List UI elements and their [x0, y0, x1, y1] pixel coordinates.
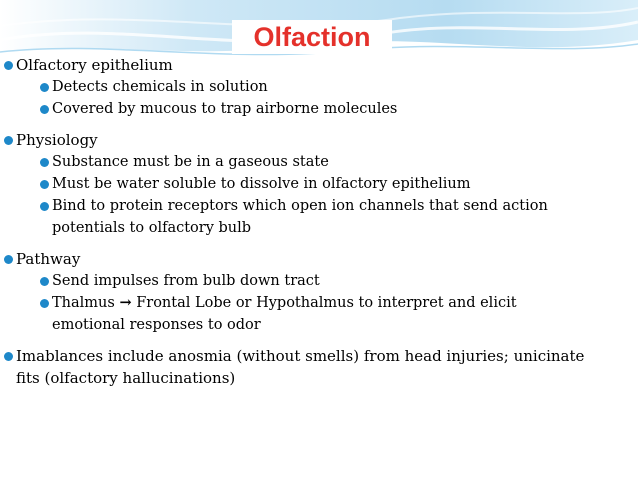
bullet-text: Physiology: [16, 131, 98, 149]
bullet-dot-icon: [40, 158, 49, 167]
bullet-text: Bind to protein receptors which open ion channels that send action: [52, 198, 548, 214]
bullet-l1: [0, 129, 630, 151]
bullet-list: [0, 54, 630, 389]
bullet-dot-icon: [40, 299, 49, 308]
bullet-l1: [0, 345, 630, 389]
right-arrow-icon: →: [119, 294, 132, 311]
bullet-text: Pathway: [16, 250, 81, 268]
bullet-text-cont: emotional responses to odor: [52, 317, 261, 333]
bullet-dot-icon: [4, 136, 13, 145]
bullet-l2: [0, 98, 630, 120]
spacer: [0, 120, 630, 129]
bullet-text: Detects chemicals in solution: [52, 79, 268, 95]
bullet-dot-icon: [40, 202, 49, 211]
bullet-dot-icon: [4, 255, 13, 264]
bullet-text: Send impulses from bulb down tract: [52, 273, 320, 289]
bullet-l1: [0, 54, 630, 76]
spacer: [0, 336, 630, 345]
bullet-text: Substance must be in a gaseous state: [52, 154, 329, 170]
bullet-l2: [0, 76, 630, 98]
bullet-dot-icon: [4, 352, 13, 361]
bullet-text-cont: potentials to olfactory bulb: [52, 220, 252, 236]
bullet-l1: [0, 248, 630, 270]
bullet-l2: [0, 151, 630, 173]
bullet-l2: [0, 270, 630, 292]
slide-title: Olfaction: [232, 20, 392, 54]
bullet-dot-icon: [4, 61, 13, 70]
bullet-text: Frontal Lobe or Hypothalmus to interpret and elicit: [131, 295, 517, 311]
bullet-text: Thalmus: [52, 295, 120, 311]
bullet-text: Must be water soluble to dissolve in olfactory epithelium: [52, 176, 471, 192]
spacer: [0, 239, 630, 248]
bullet-l2: [0, 173, 630, 195]
bullet-dot-icon: [40, 105, 49, 114]
bullet-text-cont: fits (olfactory hallucinations): [16, 369, 236, 387]
bullet-text: Olfactory epithelium: [16, 56, 173, 74]
bullet-dot-icon: [40, 277, 49, 286]
bullet-text: Imablances include anosmia (without smells) from head injuries; unicinate: [16, 347, 585, 365]
bullet-l2: [0, 292, 630, 336]
bullet-dot-icon: [40, 83, 49, 92]
bullet-l2: [0, 195, 630, 239]
bullet-dot-icon: [40, 180, 49, 189]
bullet-text: Covered by mucous to trap airborne molecules: [52, 101, 398, 117]
